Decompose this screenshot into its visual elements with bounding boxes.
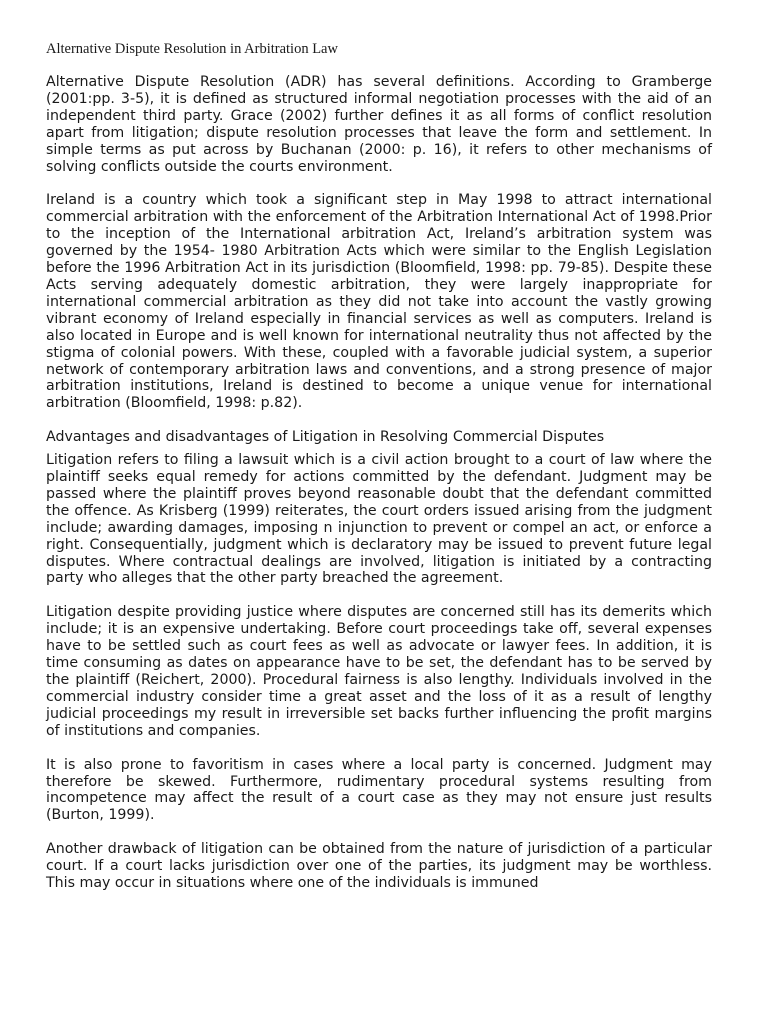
paragraph-ireland-arbitration: Ireland is a country which took a significant step in May 1998 to attract international commercial arbitration with the enforcement of the Arbitration International Act of 1998.Prior to the inception of the International arbitration Act, Ireland’s arbitration system was governed by the 1954- 1980 Arbitration Acts which were similar to the English Legislation before the 1996 Arbitration Act in its jurisdiction (Bloomfield, 1998: pp. 79-85). Despite these Acts serving adequately domestic arbitration, they were largely inappropriate for international commercial arbitration as they did not take into account the vastly growing vibrant economy of Ireland especially in financial services as well as computers. Ireland is also located in Europe and is well known for international neutrality thus not affected by the stigma of colonial powers. With these, coupled with a favorable judicial system, a superior network of contemporary arbitration laws and conventions, and a strong presence of major arbitration institutions, Ireland is destined to become a unique venue for international arbitration (Bloomfield, 1998: p.82).: [46, 192, 712, 412]
paragraph-favoritism: It is also prone to favoritism in cases where a local party is concerned. Judgment may therefore be skewed. Furthermore, rudimentary procedural systems resulting from incompetence may affect the result of a court case as they may not ensure just results (Burton, 1999).: [46, 756, 712, 824]
paragraph-jurisdiction: Another drawback of litigation can be obtained from the nature of jurisdiction of a particular court. If a court lacks jurisdiction over one of the parties, its judgment may be worthless. This may occur in situations where one of the individuals is immuned: [46, 841, 712, 892]
document-page: [46, 40, 712, 909]
document-title: Alternative Dispute Resolution in Arbitration Law: [46, 41, 338, 57]
paragraph-litigation-definition: Litigation refers to filing a lawsuit which is a civil action brought to a court of law where the plaintiff seeks equal remedy for actions committed by the defendant. Judgment may be passed where the plaintiff proves beyond reasonable doubt that the defendant committed the offence. As Krisberg (1999) reiterates, the court orders issued arising from the judgment include; awarding damages, imposing n injunction to prevent or compel an act, or enforce a right. Consequentially, judgment which is declaratory may be issued to prevent future legal disputes. Where contractual dealings are involved, litigation is initiated by a contracting party who alleges that the other party breached the agreement.: [46, 452, 712, 587]
paragraph-adr-definitions: Alternative Dispute Resolution (ADR) has several definitions. According to Gramberge (2001:pp. 3-5), it is defined as structured informal negotiation processes with the aid of an independent third party. Grace (2002) further defines it as all forms of conflict resolution apart from litigation; dispute resolution processes that leave the form and settlement. In simple terms as put across by Buchanan (2000: p. 16), it refers to other mechanisms of solving conflicts outside the courts environment.: [46, 74, 712, 175]
section-heading-litigation: Advantages and disadvantages of Litigation in Resolving Commercial Disputes: [46, 429, 605, 446]
paragraph-litigation-demerits: Litigation despite providing justice where disputes are concerned still has its demerits which include; it is an expensive undertaking. Before court proceedings take off, several expenses have to be settled such as court fees as well as advocate or lawyer fees. In addition, it is time consuming as dates on appearance have to be set, the defendant has to be served by the plaintiff (Reichert, 2000). Procedural fairness is also lengthy. Individuals involved in the commercial industry consider time a great asset and the loss of it as a result of lengthy judicial proceedings my result in irreversible set backs further influencing the profit margins of institutions and companies.: [46, 604, 712, 739]
